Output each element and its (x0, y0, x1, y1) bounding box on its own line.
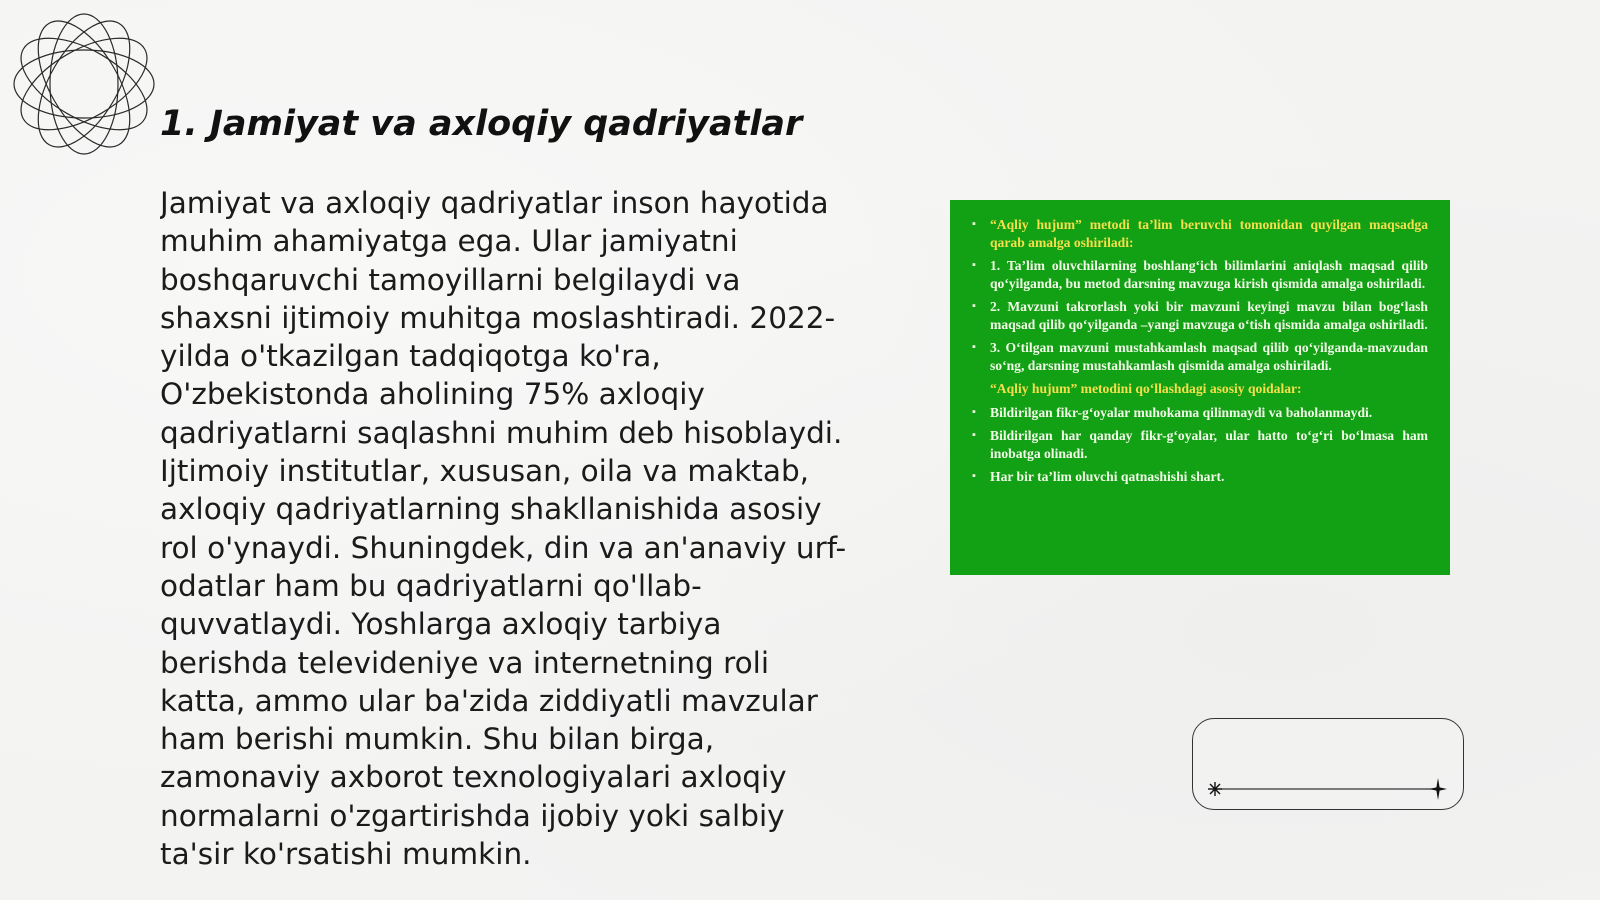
list-item-text: Har bir ta’lim oluvchi qatnashishi shart. (990, 469, 1225, 484)
list-item (970, 404, 1428, 422)
bullet-icon: ▪ (972, 429, 976, 441)
list-item-text: 3. O‘tilgan mavzuni mustahkamlash maqsad qilib qo‘yilganda-mavzudan so‘ng, darsning mustahkamlash qismida amalga oshiriladi. (990, 340, 1428, 373)
bullet-icon: ▪ (972, 259, 976, 271)
list-item (970, 298, 1428, 333)
list-item (970, 427, 1428, 462)
bullet-icon: ▪ (972, 218, 976, 230)
list-item-text: “Aqliy hujum” metodi ta’lim beruvchi tomonidan quyilgan maqsadga qarab amalga oshiriladi: (990, 217, 1428, 250)
sparkle-icon (1208, 782, 1222, 796)
circle-ornament-icon (10, 10, 158, 158)
list-item-text: Bildirilgan fikr-g‘oyalar muhokama qilinmaydi va baholanmaydi. (990, 404, 1373, 420)
bullet-icon: ▪ (972, 405, 976, 418)
list-item (970, 468, 1428, 486)
timeline-graphic (1193, 719, 1465, 811)
slide-title: 1. Jamiyat va axloqiy qadriyatlar (160, 104, 803, 144)
timeline-decoration (1192, 718, 1464, 810)
list-item-text: 1. Ta’lim oluvchilarning boshlang‘ich bilimlarini aniqlash maqsad qilib qo‘yilganda, bu metod darsning mavzuga kirish qismida amalga oshiriladi. (990, 258, 1428, 291)
list-item (970, 216, 1428, 251)
bullet-icon: ▪ (972, 300, 976, 312)
list-item-text: 2. Mavzuni takrorlash yoki bir mavzuni keyingi mavzu bilan bog‘lash maqsad qilib qo‘yilganda –yangi mavzuga o‘tish qismida amalga oshiriladi. (990, 299, 1428, 332)
list-heading-text: “Aqliy hujum” metodini qo‘llashdagi asosiy qoidalar: (990, 381, 1302, 396)
list-heading (970, 380, 1428, 398)
bullet-icon: ▪ (972, 470, 976, 482)
panel-list (970, 216, 1428, 486)
star-icon (1429, 778, 1447, 800)
aqliy-hujum-image-panel (950, 200, 1450, 575)
list-item-text: Bildirilgan har qanday fikr-g‘oyalar, ular hatto to‘g‘ri bo‘lmasa ham inobatga olinadi. (990, 428, 1428, 461)
list-item (970, 339, 1428, 374)
list-item (970, 257, 1428, 292)
bullet-icon: ▪ (972, 341, 976, 353)
slide-body-text: Jamiyat va axloqiy qadriyatlar inson hayotida muhim ahamiyatga ega. Ular jamiyatni boshqaruvchi tamoyillarni belgilaydi va shaxsni ijtimoiy muhitga moslashtiradi. 2022-yilda o'tkazilgan tadqiqotga ko'ra, O'zbekistonda aholining 75% axloqiy qadriyatlarni saqlashni muhim deb hisoblaydi. Ijtimoiy institutlar, xususan, oila va maktab, axloqiy qadriyatlarning shakllanishida asosiy rol o'ynaydi. Shuningdek, din va an'anaviy urf-odatlar ham bu qadriyatlarni qo'llab-quvvatlaydi. Yoshlarga axloqiy tarbiya berishda televideniye va internetning roli katta, ammo ular ba'zida ziddiyatli mavzular ham berishi mumkin. Shu bilan birga, zamonaviy axborot texnologiyalari axloqiy normalarni o'zgartirishda ijobiy yoki salbiy ta'sir ko'rsatishi mumkin. (160, 186, 847, 872)
